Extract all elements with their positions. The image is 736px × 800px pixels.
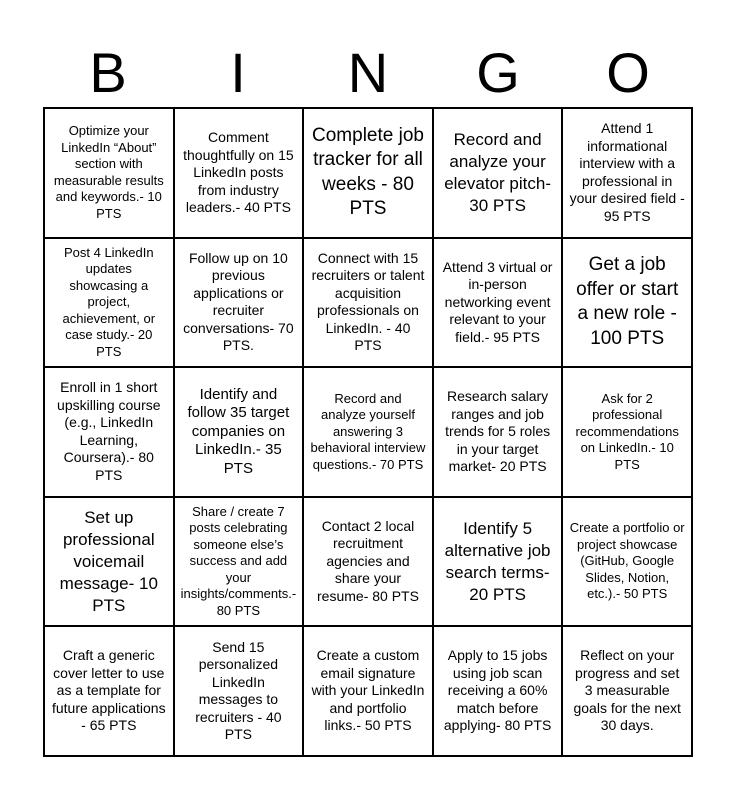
bingo-cell[interactable] bbox=[434, 368, 564, 498]
bingo-cell-text: Attend 1 informational interview with a professional in your desired field - 95 PTS bbox=[569, 120, 685, 224]
bingo-cell[interactable] bbox=[434, 239, 564, 369]
bingo-cell-text: Create a custom email signature with your LinkedIn and portfolio links.- 50 PTS bbox=[311, 647, 425, 734]
bingo-cell[interactable] bbox=[563, 239, 693, 369]
bingo-cell[interactable] bbox=[563, 368, 693, 498]
bingo-cell-text: Record and analyze yourself answering 3 behavioral interview questions.- 70 PTS bbox=[310, 390, 426, 472]
bingo-header bbox=[43, 40, 693, 106]
bingo-cell-text: Create a portfolio or project showcase (GitHub, Google Slides, Notion, etc.).- 50 PTS bbox=[569, 520, 685, 602]
bingo-letter-g: G bbox=[476, 41, 520, 104]
bingo-cell-text: Identify and follow 35 target companies on LinkedIn.- 35 PTS bbox=[187, 385, 290, 477]
bingo-cell-text: Share / create 7 posts celebrating someone else’s success and add your insights/comments.- 80 PTS bbox=[180, 503, 297, 618]
bingo-cell[interactable] bbox=[434, 109, 564, 239]
bingo-cell[interactable] bbox=[563, 627, 693, 757]
bingo-cell-text: Post 4 LinkedIn updates showcasing a project, achievement, or case study.- 20 PTS bbox=[62, 244, 156, 359]
bingo-cell-text: Craft a generic cover letter to use as a template for future applications - 65 PTS bbox=[51, 647, 166, 734]
bingo-cell-text: Optimize your LinkedIn “About” section with measurable results and keywords.- 10 PTS bbox=[53, 123, 164, 221]
bingo-cell[interactable] bbox=[45, 627, 175, 757]
bingo-cell[interactable] bbox=[175, 498, 305, 628]
bingo-cell-text: Reflect on your progress and set 3 measurable goals for the next 30 days. bbox=[573, 647, 681, 734]
bingo-cell-text: Connect with 15 recruiters or talent acquisition professionals on LinkedIn. - 40 PTS bbox=[311, 249, 425, 354]
bingo-cell[interactable] bbox=[45, 368, 175, 498]
bingo-cell-text: Send 15 personalized LinkedIn messages to recruiters - 40 PTS bbox=[195, 638, 282, 743]
bingo-cell[interactable] bbox=[304, 239, 434, 369]
bingo-cell[interactable] bbox=[175, 368, 305, 498]
bingo-cell-text: Ask for 2 professional recommendations on LinkedIn.- 10 PTS bbox=[575, 390, 679, 472]
bingo-cell[interactable] bbox=[434, 498, 564, 628]
bingo-letter-o: O bbox=[606, 41, 650, 104]
bingo-cell[interactable] bbox=[175, 109, 305, 239]
bingo-cell-text: Apply to 15 jobs using job scan receiving a 60% match before applying- 80 PTS bbox=[443, 647, 552, 734]
bingo-letter-b: B bbox=[89, 41, 127, 104]
bingo-cell-text: Research salary ranges and job trends for 5 roles in your target market- 20 PTS bbox=[445, 388, 551, 475]
bingo-cell[interactable] bbox=[563, 109, 693, 239]
bingo-cell[interactable] bbox=[304, 498, 434, 628]
bingo-cell-text: Attend 3 virtual or in-person networking event relevant to your field.- 95 PTS bbox=[442, 258, 553, 345]
bingo-cell-text: Record and analyze your elevator pitch- 30 PTS bbox=[444, 129, 551, 215]
bingo-cell[interactable] bbox=[45, 109, 175, 239]
bingo-cell-text: Get a job offer or start a new role - 100 PTS bbox=[576, 254, 679, 349]
bingo-cell[interactable] bbox=[45, 498, 175, 628]
bingo-cell-text: Identify 5 alternative job search terms- 20 PTS bbox=[444, 518, 551, 604]
bingo-letter-i: I bbox=[230, 41, 246, 104]
bingo-cell-text: Enroll in 1 short upskilling course (e.g., LinkedIn Learning, Coursera).- 80 PTS bbox=[57, 379, 161, 483]
bingo-cell[interactable] bbox=[304, 627, 434, 757]
bingo-cell-text: Complete job tracker for all weeks - 80 PTS bbox=[312, 124, 424, 220]
bingo-cell-text: Set up professional voicemail message- 10 PTS bbox=[59, 507, 158, 615]
bingo-letter-n: N bbox=[347, 41, 389, 104]
bingo-cell[interactable] bbox=[563, 498, 693, 628]
bingo-cell-text: Contact 2 local recruitment agencies and share your resume- 80 PTS bbox=[317, 517, 419, 604]
bingo-cell[interactable] bbox=[304, 109, 434, 239]
bingo-cell[interactable] bbox=[434, 627, 564, 757]
bingo-cell[interactable] bbox=[45, 239, 175, 369]
bingo-cell-text: Follow up on 10 previous applications or recruiter conversations- 70 PTS. bbox=[183, 249, 294, 354]
bingo-cell[interactable] bbox=[304, 368, 434, 498]
bingo-cell[interactable] bbox=[175, 627, 305, 757]
bingo-cell-text: Comment thoughtfully on 15 LinkedIn posts from industry leaders.- 40 PTS bbox=[183, 129, 294, 216]
bingo-cell[interactable] bbox=[175, 239, 305, 369]
bingo-grid bbox=[43, 107, 693, 757]
